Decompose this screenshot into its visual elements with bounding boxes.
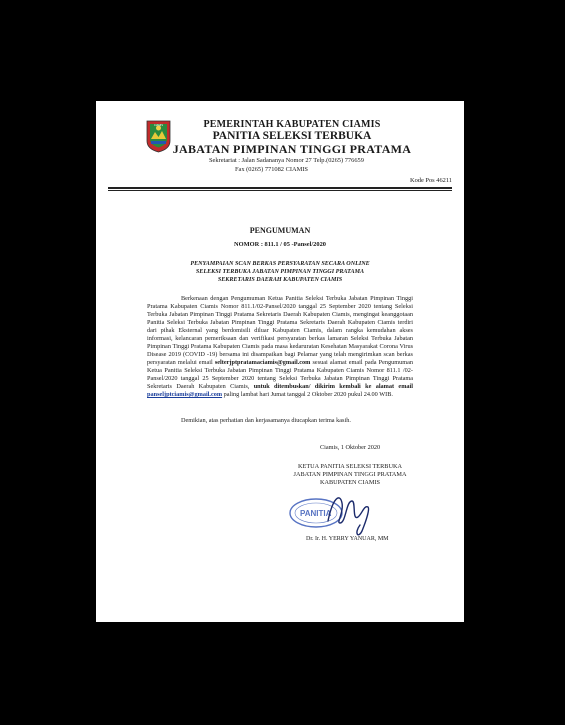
header-divider (108, 187, 452, 189)
subject-line3: SEKRETARIS DAERAH KABUPATEN CIAMIS (217, 277, 343, 283)
email-selter: selterjptpratamaciamis@gmail.com (214, 359, 311, 366)
email-pansel-link[interactable]: panseljptciamis@gmail.com (147, 391, 223, 398)
header-line2: PANITIA SELEKSI TERBUKA (212, 130, 372, 142)
signatory-title1: KETUA PANITIA SELEKSI TERBUKA (298, 463, 402, 470)
document-page (96, 101, 464, 622)
subject-line2: SELEKSI TERBUKA JABATAN PIMPINAN TINGGI PRATAMA (195, 269, 365, 275)
subject-line1: PENYAMPAIAN SCAN BERKAS PERSYARATAN SECARA ONLINE (190, 261, 370, 267)
closing-text: Demikian, atas perhatian dan kerjasamanya diucapkan terima kasih. (181, 417, 351, 424)
header-line3: JABATAN PIMPINAN TINGGI PRATAMA (172, 142, 412, 156)
stamp-and-signature (278, 487, 388, 539)
header-address: Sekretariat : Jalan Sadananya Nomor 27 Telp.(0265) 776659 (209, 157, 364, 164)
signatory-name: Dr. Ir. H. YERRY YANUAR, MM (306, 536, 389, 542)
instruction-bold: untuk ditembuskan/ dikirim kembali ke alamat email (253, 383, 413, 390)
logo-text: CIAMIS (154, 124, 163, 127)
document-title: PENGUMUMAN (249, 226, 311, 235)
header-fax: Fax (0265) 771082 CIAMIS (235, 166, 308, 173)
signatory-title2: JABATAN PIMPINAN TINGGI PRATAMA (293, 471, 407, 478)
place-date: Ciamis, 1 Oktober 2020 (320, 444, 381, 451)
header-line1: PEMERINTAH KABUPATEN CIAMIS (203, 119, 381, 130)
header-divider-thin (108, 190, 452, 191)
document-number: NOMOR : 811.1 / 05 -Pansel/2020 (234, 241, 326, 248)
stamp-text: PANITIA (300, 509, 332, 518)
announcement-body (147, 295, 413, 399)
signatory-title3: KABUPATEN CIAMIS (319, 479, 381, 486)
body-paragraph: Berkenaan dengan Pengumuman Ketua Panitia Seleksi Terbuka Jabatan Pimpinan Tinggi Pratama Kabupaten Ciamis Nomor 811.1/02-Pansel/2020 tanggal 25 September 2020 tentang Seleksi Terbuka Jabatan Pimpinan Tinggi Pratama Sekretaris Daerah Kabupaten Ciamis, mengingat keanggotaan Panitia Seleksi Terbuka Jabatan Pimpinan Tinggi Pratama Sekretaris Daerah Kabupaten Ciamis terdiri dari pihak Eksternal yang berdomisili diluar Kabupaten Ciamis, dalam rangka kemudahan akses informasi, kelancaran pemeriksaan dan verifikasi persyaratan berkas lamaran Seleksi Terbuka Jabatan Pimpinan Tinggi Pratama Kabupaten Ciamis pada masa kedaruratan Kesehatan Masyarakat Corona Virus Disease 2019 (COVID -19) bersama ini disampaikan bagi Pelamar yang telah mengirimkan scan berkas persyaratan melalui email selterjptpratamaciamis@gmail.com sesuai alamat email pada Pengumuman Ketua Panitia Seleksi Terbuka Jabatan Pimpinan Tinggi Pratama Kabupaten Ciamis Nomor 811.1 /02-Pansel/2020 tanggal 25 September 2020 tentang Seleksi Terbuka Jabatan Pimpinan Tinggi Pratama Sekretaris Daerah Kabupaten Ciamis, untuk ditembuskan/ dikirim kembali ke alamat email panseljptciamis@gmail.com paling lambat hari Jumat tanggal 2 Oktober 2020 pukul 24.00 WIB. (147, 295, 414, 398)
header-postal-code: Kode Pos 46211 (409, 177, 452, 184)
